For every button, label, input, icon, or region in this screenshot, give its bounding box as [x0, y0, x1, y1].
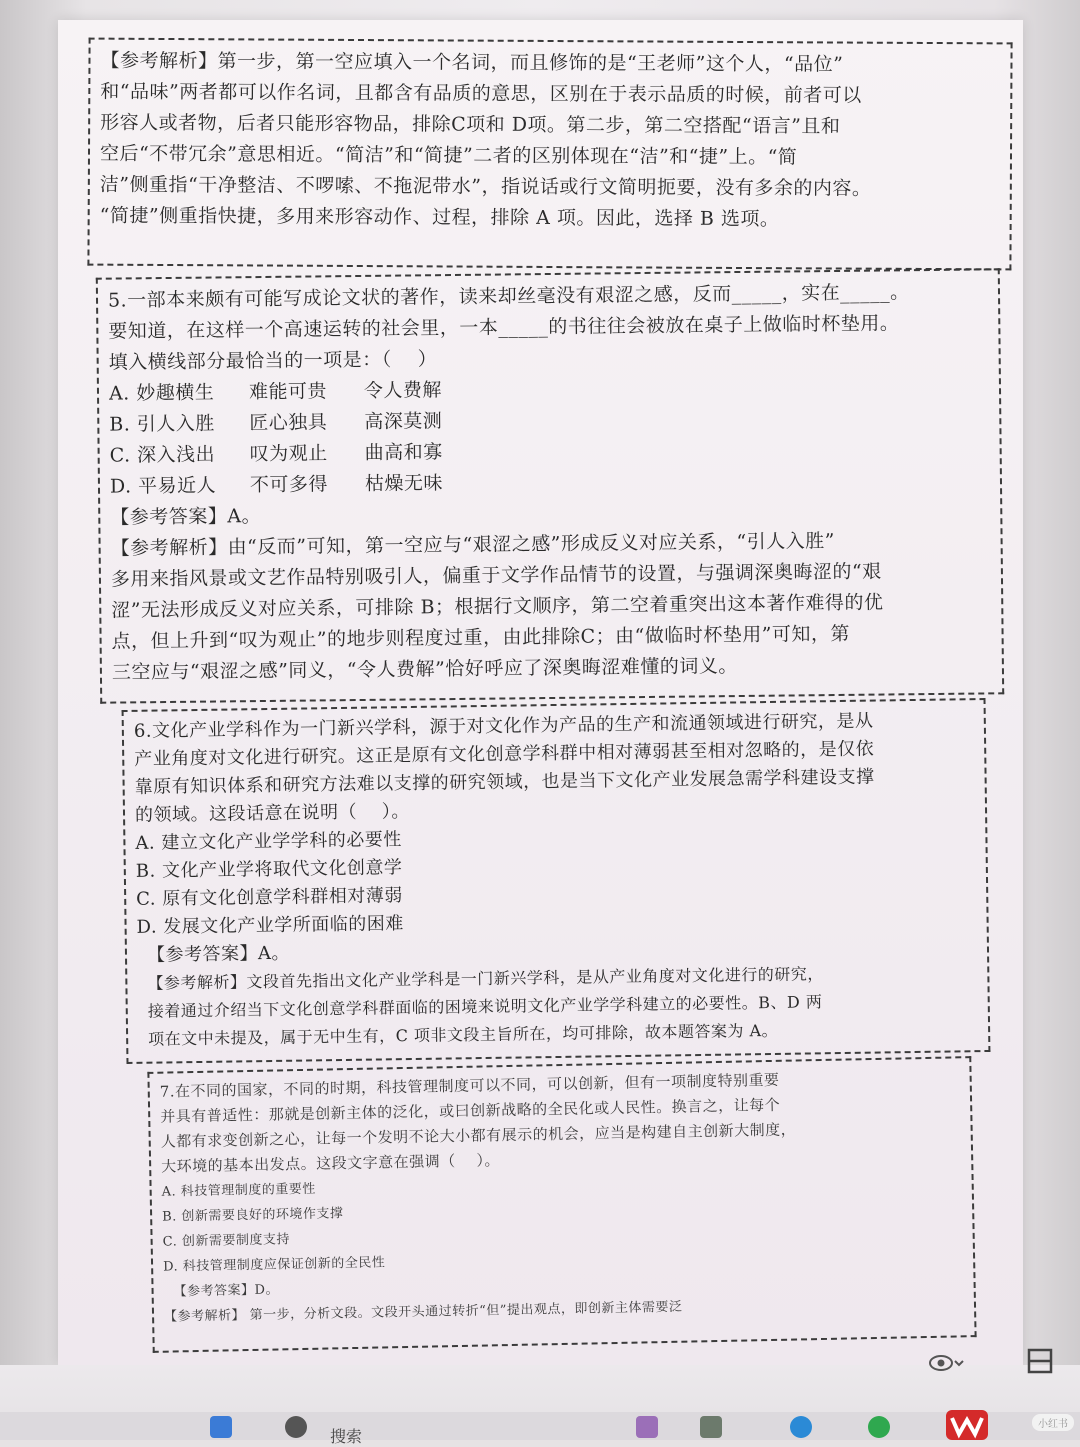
text-line: 空后“不带冗余”意思相近。“简洁”和“简捷”二者的区别体现在“洁”和“捷”上。“简 — [99, 142, 798, 169]
eye-icon[interactable] — [928, 1352, 964, 1374]
option-word: 难能可贵 — [248, 380, 328, 404]
analysis-text: 点，但上升到“叹为观止”的地步则程度过重，由此排除C；由“做临时杯垫用”可知，第 — [111, 622, 851, 653]
option-word: 令人费解 — [363, 379, 443, 402]
option-label: B. 引人入胜 — [109, 412, 215, 436]
option-label: D. 平易近人 — [109, 474, 217, 498]
option-text: C. 创新需要制度支持 — [162, 1232, 291, 1250]
app-icon[interactable] — [700, 1416, 722, 1438]
option-text: D. 科技管理制度应保证创新的全民性 — [162, 1255, 386, 1275]
panel-toggle-icon[interactable] — [1026, 1346, 1054, 1376]
text-line: 洁”侧重指“干净整洁、不啰嗦、不拖泥带水”，指说话或行文简明扼要，没有多余的内容。 — [99, 173, 872, 200]
option-word: 匠心独具 — [249, 411, 328, 435]
question-text: 产业角度对文化进行研究。这正是原有文化创意学科群中相对薄弱甚至相对忽略的，是仅依 — [134, 738, 875, 770]
question-text: 大环境的基本出发点。这段文字意在强调（ ）。 — [161, 1151, 501, 1176]
question-text: 7.在不同的国家，不同的时期，科技管理制度可以不同，可以创新，但有一项制度特别重要 — [159, 1070, 780, 1101]
app-icon[interactable] — [285, 1416, 307, 1438]
question-text: 5.一部本来颇有可能写成论文状的著作，读来却丝毫没有艰涩之感，反而_____，实在_____。 — [107, 281, 910, 312]
question-text: 并具有普适性：那就是创新主体的泛化，或曰创新战略的全民化或人民性。换言之，让每个 — [160, 1095, 781, 1126]
analysis-text: 多用来指风景或文艺作品特别吸引人，偏重于文学作品情节的设置，与强调深奥晦涩的“艰 — [110, 560, 882, 591]
analysis-box-q4 — [87, 38, 1012, 271]
option-word: 不可多得 — [249, 473, 329, 497]
question-text: 靠原有知识体系和研究方法难以支撑的研究领域，也是当下文化产业发展急需学科建设支撑 — [134, 766, 875, 798]
option-label: C. 深入浅出 — [109, 443, 216, 467]
option-label: A. 妙趣横生 — [108, 381, 215, 405]
analysis-text: 【参考解析】 第一步，分析文段。文段开头通过转折“但”提出观点，即创新主体需要泛 — [163, 1299, 683, 1325]
analysis-text: 接着通过介绍当下文化创意学科群面临的困境来说明文化产业学学科建立的必要性。B、D 两 — [147, 992, 823, 1021]
edge-icon[interactable] — [790, 1416, 812, 1438]
option-word: 枯燥无味 — [364, 472, 444, 495]
text-line: 和“品味”两者都可以作名词，且都含有品质的意思，区别在于表示品质的时候，前者可以 — [100, 80, 862, 107]
option-word: 叹为观止 — [249, 442, 328, 466]
app-icon[interactable] — [636, 1416, 658, 1438]
option-text: D. 发展文化产业学所面临的困难 — [136, 913, 404, 938]
wps-icon[interactable] — [944, 1408, 990, 1440]
answer-text: 【参考答案】D。 — [173, 1282, 280, 1300]
option-text: B. 创新需要良好的环境作支撑 — [162, 1206, 344, 1225]
option-word: 曲高和寡 — [364, 441, 443, 464]
option-text: A. 建立文化产业学学科的必要性 — [135, 829, 403, 854]
text-line: 形容人或者物，后者只能形容物品，排除C项和 D项。第二步，第二空搭配“语言”且和 — [100, 111, 841, 138]
option-text: A. 科技管理制度的重要性 — [161, 1181, 316, 1200]
analysis-text: 涩”无法形成反义对应关系，可排除 B；根据行文顺序，第二空着重突出这本著作难得的优 — [111, 591, 884, 622]
question-text: 要知道，在这样一个高速运转的社会里，一本_____的书往往会被放在桌子上做临时杯垫用。 — [108, 312, 900, 343]
analysis-text: 三空应与“艰涩之感”同义，“令人费解”恰好呼应了深奥晦涩难懂的词义。 — [111, 655, 738, 684]
app-icon[interactable] — [868, 1416, 890, 1438]
analysis-text: 【参考解析】由“反而”可知，第一空应与“艰涩之感”形成反义对应关系，“引人入胜” — [110, 530, 836, 560]
analysis-text: 【参考解析】文段首先指出文化产业学科是一门新兴学科，是从产业角度对文化进行的研究， — [147, 964, 824, 993]
question-text: 填入横线部分最恰当的一项是：（ ） — [108, 348, 438, 374]
option-text: C. 原有文化创意学科群相对薄弱 — [136, 885, 403, 910]
start-icon[interactable] — [210, 1416, 232, 1438]
question-text: 人都有求变创新之心，让每一个发明不论大小都有展示的机会，应当是构建自主创新大制度， — [160, 1120, 797, 1151]
question-text: 6.文化产业学科作为一门新兴学科，源于对文化作为产品的生产和流通领域进行研究，是从 — [133, 710, 874, 742]
analysis-text: 项在文中未提及，属于无中生有，C 项非文段主旨所在，均可排除，故本题答案为 A。 — [148, 1020, 779, 1049]
option-word: 高深莫测 — [364, 410, 443, 433]
search-box[interactable]: 搜索 — [330, 1427, 363, 1446]
taskbar — [0, 1412, 1080, 1440]
text-line: 【参考解析】第一步，第一空应填入一个名词，而且修饰的是“王老师”这个人，“品位” — [100, 49, 844, 76]
option-text: B. 文化产业学将取代文化创意学 — [135, 857, 403, 882]
question-text: 的领域。这段话意在说明（ ）。 — [134, 801, 410, 826]
text-line: “简捷”侧重指快捷，多用来形容动作、过程，排除 A 项。因此，选择 B 选项。 — [99, 204, 780, 231]
question-box-6 — [122, 698, 991, 1064]
watermark: 小红书 — [1032, 1414, 1074, 1431]
answer-text: 【参考答案】A。 — [146, 942, 291, 966]
question-box-5 — [96, 268, 1004, 703]
answer-text: 【参考答案】A。 — [110, 505, 262, 529]
question-box-7 — [147, 1056, 976, 1353]
